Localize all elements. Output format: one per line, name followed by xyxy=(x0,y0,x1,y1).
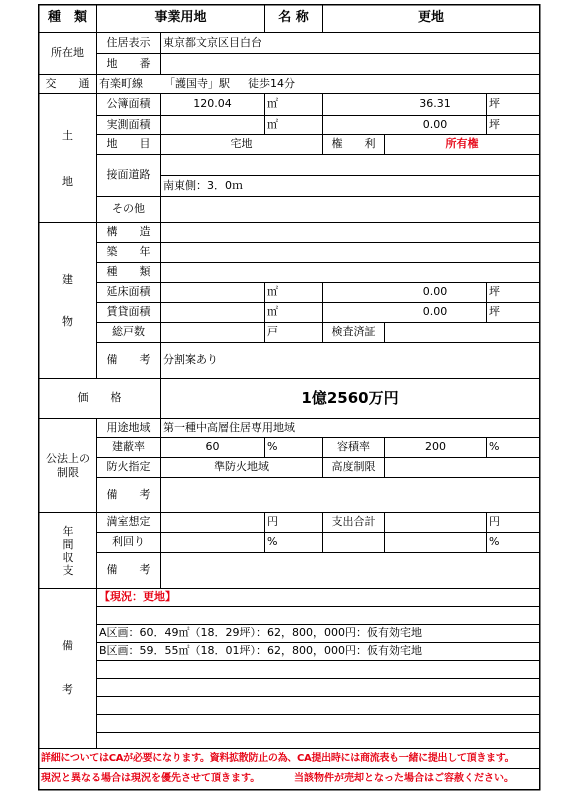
tsubo-unit: 坪 xyxy=(489,305,500,319)
building-label-top: 建 xyxy=(62,272,73,286)
regulation-label: 公法上の制限 xyxy=(46,451,90,479)
lot-value xyxy=(161,54,539,74)
address-label: 住居表示 xyxy=(106,35,151,49)
notes-label-bottom: 考 xyxy=(62,682,73,696)
land-label-bottom: 地 xyxy=(62,174,73,188)
survey-area-sqm xyxy=(161,116,264,134)
units-unit: 戸 xyxy=(267,325,278,339)
location-label: 所在地 xyxy=(51,46,84,60)
transport-walk: 徒歩14分 xyxy=(248,76,295,90)
registry-area-label: 公簿面積 xyxy=(106,97,151,111)
yen-unit: 円 xyxy=(489,515,500,529)
height-value xyxy=(385,458,539,477)
survey-area-tsubo: 0.00 xyxy=(422,117,448,131)
footer-line-1: 詳細についてはCAが必要になります。資料拡散防止の為、CA提出時には商流表も一緒に提出して頂きます。 xyxy=(41,752,515,764)
transport-line: 有楽町線 xyxy=(99,76,143,90)
rent-area-tsubo: 0.00 xyxy=(422,305,448,319)
notes-line xyxy=(97,679,539,696)
road-label: 接面道路 xyxy=(106,168,151,182)
rights-label: 権 利 xyxy=(331,137,376,151)
percent-unit: % xyxy=(489,535,500,549)
regulation-remarks-label: 備 考 xyxy=(106,487,151,501)
annual-remarks-label: 備 考 xyxy=(106,563,151,577)
full-occupancy-label: 満室想定 xyxy=(106,515,151,529)
registry-area-sqm: 120.04 xyxy=(193,97,232,111)
zoning-label: 用途地域 xyxy=(106,420,151,434)
inspection-label: 検査済証 xyxy=(331,325,376,339)
floor-area-label: 延床面積 xyxy=(106,285,151,299)
percent-unit: % xyxy=(267,440,278,454)
footer-line-2b: 当該物件が売却となった場合はご容赦ください。 xyxy=(294,773,514,785)
coverage-value: 60 xyxy=(205,440,220,454)
floor-area-tsubo: 0.00 xyxy=(422,285,448,299)
type-label: 種 類 xyxy=(47,10,87,26)
other-label: その他 xyxy=(112,202,145,216)
land-category-label: 地 目 xyxy=(106,137,151,151)
registry-area-tsubo: 36.31 xyxy=(419,97,451,111)
sqm-unit: ㎡ xyxy=(267,117,278,131)
survey-area-label: 実測面積 xyxy=(106,117,151,131)
sqm-unit: ㎡ xyxy=(267,305,278,319)
yen-unit: 円 xyxy=(267,515,278,529)
other-value xyxy=(161,197,539,222)
fire-value: 準防火地域 xyxy=(214,460,269,474)
structure-label: 構 造 xyxy=(106,225,151,239)
tsubo-unit: 坪 xyxy=(489,117,500,131)
address-value: 東京都文京区目白台 xyxy=(163,35,262,49)
road-value: 南東側：3．0ｍ xyxy=(163,178,243,192)
age-label: 築 年 xyxy=(106,245,151,259)
notes-line xyxy=(97,697,539,714)
sqm-unit: ㎡ xyxy=(267,285,278,299)
building-remarks-value: 分割案あり xyxy=(163,353,218,367)
zoning-value: 第一種中高層住居専用地域 xyxy=(163,420,295,434)
percent-unit: % xyxy=(267,535,278,549)
name-value: 更地 xyxy=(417,10,444,26)
building-kind-label: 種 類 xyxy=(106,265,151,279)
height-label: 高度制限 xyxy=(331,460,376,474)
notes-line xyxy=(97,715,539,732)
annual-label: 年間収支 xyxy=(62,524,74,578)
transport-label: 交 通 xyxy=(45,76,90,90)
lot-label: 地 番 xyxy=(106,56,151,70)
notes-label-top: 備 xyxy=(62,638,73,652)
yield-label: 利回り xyxy=(112,535,145,549)
type-value: 事業用地 xyxy=(154,10,207,26)
name-label: 名 称 xyxy=(278,10,309,26)
notes-line xyxy=(97,733,539,748)
tsubo-unit: 坪 xyxy=(489,97,500,111)
land-label-top: 土 xyxy=(62,128,73,142)
rights-value: 所有権 xyxy=(445,137,479,151)
notes-line xyxy=(97,661,539,678)
tsubo-unit: 坪 xyxy=(489,285,500,299)
units-label: 総戸数 xyxy=(112,325,145,339)
building-label-bottom: 物 xyxy=(62,314,73,328)
building-remarks-label: 備 考 xyxy=(106,353,151,367)
sqm-unit: ㎡ xyxy=(267,97,278,111)
price-value: 1億2560万円 xyxy=(301,388,399,407)
transport-station: 「護国寺」駅 xyxy=(164,76,230,90)
rent-area-label: 賃貸面積 xyxy=(106,305,151,319)
percent-unit: % xyxy=(489,440,500,454)
far-value: 200 xyxy=(425,440,446,454)
footer-line-2a: 現況と異なる場合は現況を優先させて頂きます。 xyxy=(41,773,261,785)
notes-line: A区画：60．49㎡（18．29坪）：62，800，000円：仮有効宅地 xyxy=(99,626,422,640)
coverage-label: 建蔽率 xyxy=(112,440,145,454)
price-label: 価 格 xyxy=(77,391,122,405)
land-category-value: 宅地 xyxy=(230,137,253,151)
fire-label: 防火指定 xyxy=(106,460,151,474)
notes-line: B区画：59．55㎡（18．01坪）：62，800，000円：仮有効宅地 xyxy=(99,644,423,658)
notes-line xyxy=(97,607,539,624)
far-label: 容積率 xyxy=(337,440,370,454)
notes-line: 【現況：更地】 xyxy=(99,590,176,604)
expense-label: 支出合計 xyxy=(331,515,376,529)
